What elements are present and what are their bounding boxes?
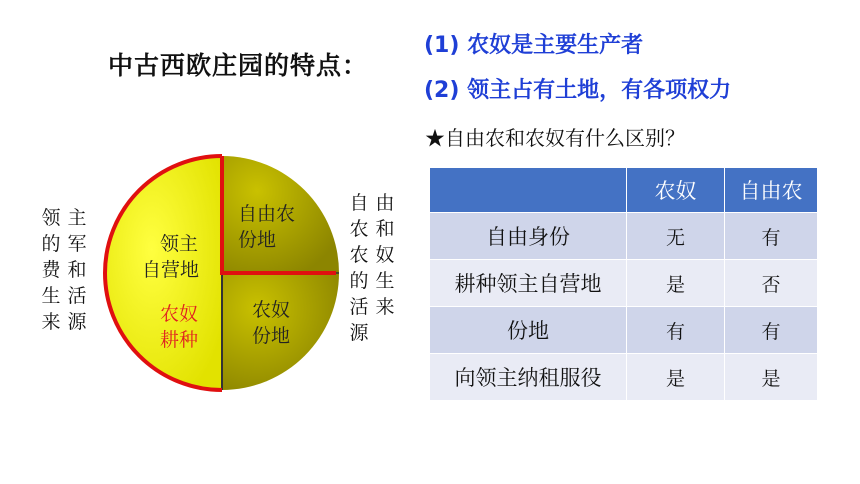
lord-domain-label: 领主 [160, 233, 199, 255]
right-note-char: 农 [349, 244, 369, 266]
header-cell-serf: 农奴 [627, 168, 725, 213]
table-row [430, 354, 818, 401]
header-cell-empty [430, 168, 627, 213]
right-note-char: 源 [349, 322, 369, 344]
right-note-char: 和 [375, 218, 395, 240]
right-vertical-note [346, 190, 398, 346]
serf-value: 是 [627, 354, 725, 401]
left-vertical-note [38, 205, 90, 335]
comparison-table [430, 168, 818, 401]
row-label: 耕种领主自营地 [430, 260, 627, 307]
left-note-char: 主 [67, 207, 87, 229]
left-note-char: 活 [67, 285, 87, 307]
left-note-char: 生 [41, 285, 61, 307]
serf-value: 是 [627, 260, 725, 307]
free-peasant-value: 有 [725, 213, 818, 260]
left-note-char: 和 [67, 259, 87, 281]
left-note-char: 源 [67, 311, 87, 333]
header-cell-free-peasant: 自由农 [725, 168, 818, 213]
serf-value: 有 [627, 307, 725, 354]
right-note-char: 奴 [375, 244, 395, 266]
page-title: 中古西欧庄园的特点： [108, 51, 369, 80]
table-row [430, 260, 818, 307]
serf-plot-label: 份地 [252, 325, 291, 347]
right-note-char: 生 [375, 270, 395, 292]
right-note-char: 的 [349, 270, 369, 292]
serf-farming-label: 农奴 [160, 303, 199, 325]
serf-plot-label: 农奴 [252, 299, 291, 321]
feature-serf-producer: (1) 农奴是主要生产者 [424, 33, 644, 58]
question-heading: ★自由农和农奴有什么区别？ [425, 126, 685, 150]
left-note-char: 来 [41, 311, 61, 333]
free-peasant-value: 否 [725, 260, 818, 307]
free-peasant-value: 有 [725, 307, 818, 354]
serf-value: 无 [627, 213, 725, 260]
left-note-char: 军 [67, 233, 87, 255]
table-row [430, 213, 818, 260]
lord-domain-label: 自营地 [142, 259, 200, 281]
right-note-char: 来 [375, 296, 395, 318]
left-note-col-1 [38, 205, 64, 335]
left-note-char: 费 [41, 259, 61, 281]
row-label: 自由身份 [430, 213, 627, 260]
serf-farming-label: 耕种 [160, 329, 199, 351]
right-note-char: 农 [349, 218, 369, 240]
right-note-char: 由 [375, 192, 395, 214]
right-note-char: 活 [349, 296, 369, 318]
left-note-char: 的 [41, 233, 61, 255]
left-note-col-2 [64, 205, 90, 335]
row-label: 份地 [430, 307, 627, 354]
table-row [430, 307, 818, 354]
feature-lord-land: (2) 领主占有土地，有各项权力 [424, 78, 732, 103]
right-note-char: 自 [349, 192, 369, 214]
right-note-col-2 [372, 190, 398, 320]
left-note-char: 领 [41, 207, 61, 229]
table-header-row [430, 168, 818, 213]
row-label: 向领主纳租服役 [430, 354, 627, 401]
free-peasant-label: 份地 [238, 229, 277, 251]
right-note-col-1 [346, 190, 372, 346]
manor-land-diagram [100, 148, 340, 398]
free-peasant-label: 自由农 [238, 203, 296, 225]
free-peasant-value: 是 [725, 354, 818, 401]
